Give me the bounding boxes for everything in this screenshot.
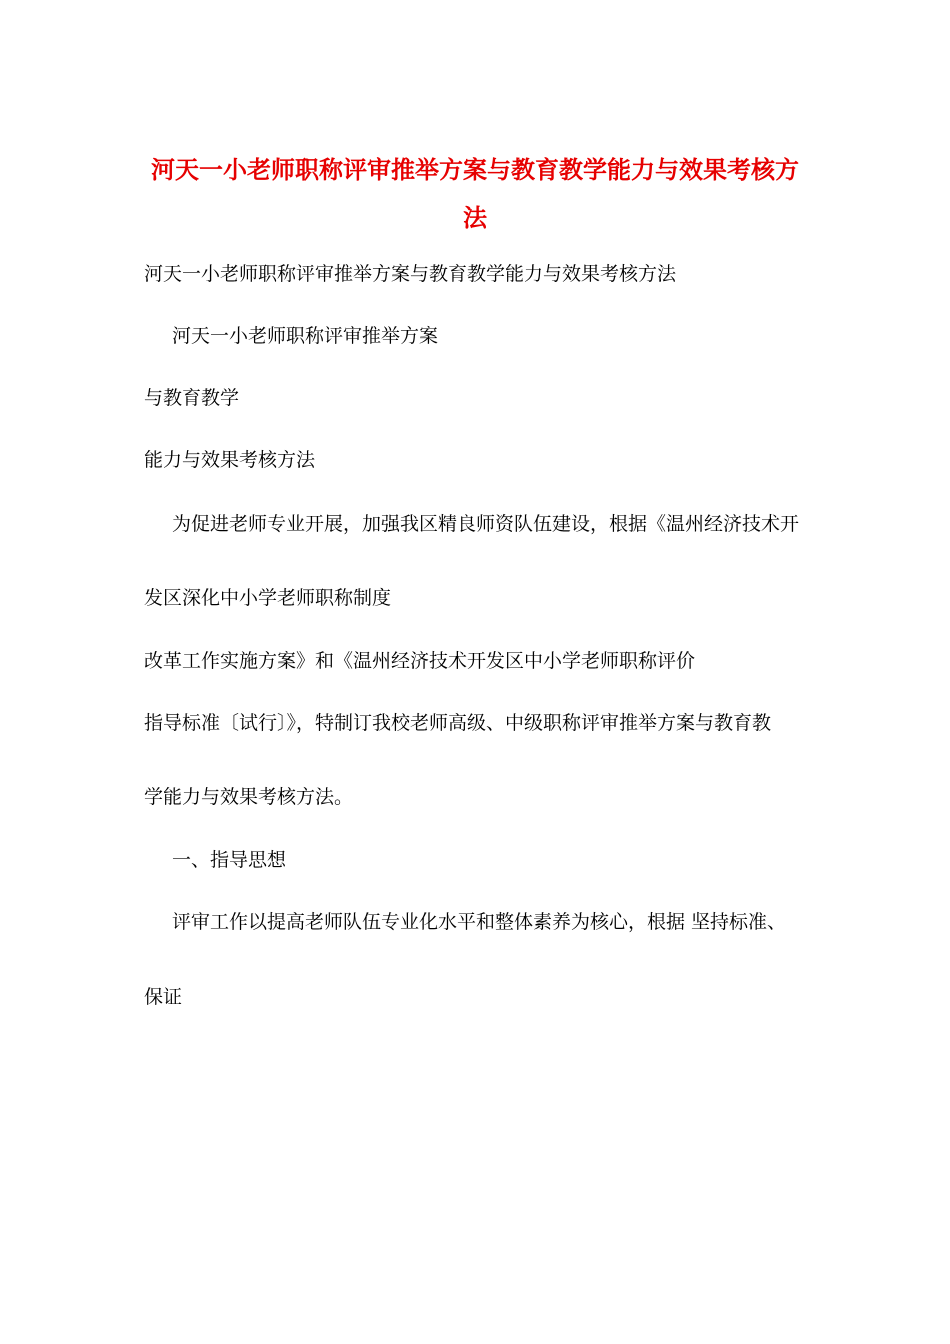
- document-title: 河天一小老师职称评审推举方案与教育教学能力与效果考核方法: [151, 155, 799, 232]
- body-line-8: 指导标准〔试行〕》，特制订我校老师高级、中级职称评审推举方案与教育教: [144, 712, 772, 734]
- body-line-3: 与教育教学: [144, 387, 240, 409]
- body-line-7: 改革工作实施方案》和《温州经济技术开发区中小学老师职称评价: [144, 650, 696, 672]
- body-line-5: 为促进老师专业开展，加强我区精良师资队伍建设，根据《温州经济技术开: [172, 513, 800, 535]
- body-line-6: 发区深化中小学老师职称制度: [144, 587, 392, 609]
- body-line-2: 河天一小老师职称评审推举方案: [172, 325, 439, 347]
- body-line-4: 能力与效果考核方法: [144, 449, 316, 471]
- body-line-12: 保证: [144, 986, 183, 1008]
- body-line-9: 学能力与效果考核方法。: [144, 786, 354, 808]
- body-line-1: 河天一小老师职称评审推举方案与教育教学能力与效果考核方法: [144, 263, 677, 285]
- body-line-11: 评审工作以提高老师队伍专业化水平和整体素养为核心，根据 坚持标准、: [172, 911, 787, 933]
- section-heading: 一、指导思想: [172, 849, 287, 871]
